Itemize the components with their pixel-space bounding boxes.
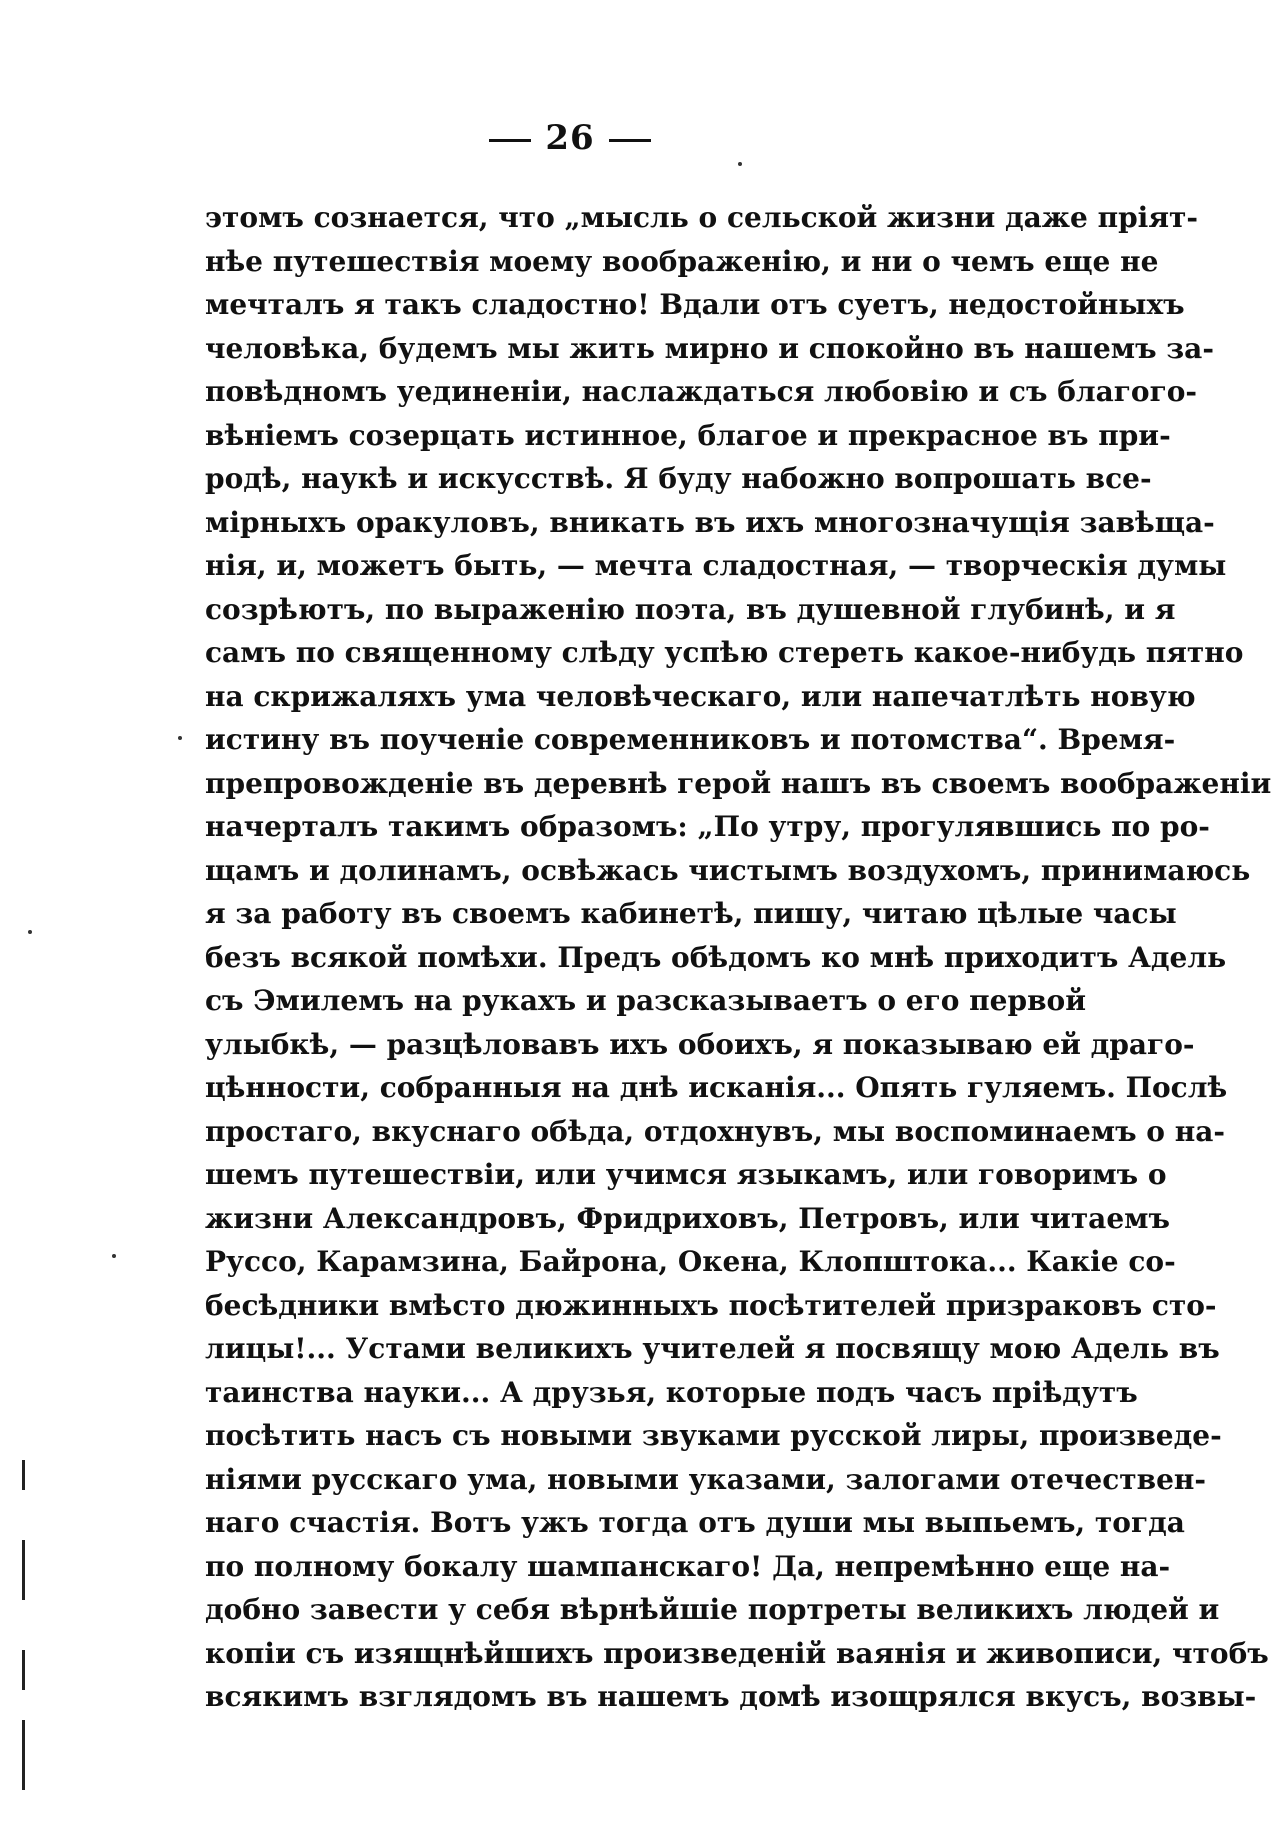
scan-edge-mark	[22, 1650, 25, 1690]
text-line: на скрижаляхъ ума человѣческаго, или напечатлѣть новую	[205, 679, 1196, 713]
text-line: родѣ, наукѣ и искусствѣ. Я буду набожно вопрошать все-	[205, 462, 1152, 495]
text-line: безъ всякой помѣхи. Предъ обѣдомъ ко мнѣ приходитъ Адель	[205, 940, 1227, 974]
text-line: наго счастія. Вотъ ужъ тогда отъ души мы выпьемъ, тогда	[205, 1506, 1185, 1539]
text-line: нѣе путешествія моему воображенію, и ни о чемъ еще не	[205, 244, 1159, 278]
scan-edge-mark	[22, 1460, 25, 1490]
text-line: шемъ путешествіи, или учимся языкамъ, или говоримъ о	[205, 1158, 1167, 1191]
body-text	[205, 196, 1271, 1719]
scan-edge-mark	[22, 1540, 25, 1600]
scan-dot	[112, 1254, 116, 1258]
text-line: человѣка, будемъ мы жить мирно и спокойно въ нашемъ за-	[205, 331, 1214, 365]
text-line: препровожденіе въ деревнѣ герой нашъ въ своемъ воображеніи	[205, 766, 1271, 800]
dash-left	[489, 139, 531, 142]
text-line: Руссо, Карамзина, Байрона, Окена, Клопштока... Какіе со-	[205, 1245, 1176, 1278]
text-line: щамъ и долинамъ, освѣжась чистымъ воздухомъ, принимаюсь	[205, 853, 1251, 887]
text-line: нія, и, можетъ быть, — мечта сладостная, — творческія думы	[205, 549, 1227, 582]
scan-dot	[738, 162, 742, 166]
text-line: вѣніемъ созерцать истинное, благое и прекрасное въ при-	[205, 418, 1171, 452]
text-line: мірныхъ оракуловъ, вникать въ ихъ многозначущія завѣща-	[205, 505, 1215, 539]
text-line: цѣнности, собранныя на днѣ исканія... Опять гуляемъ. Послѣ	[205, 1071, 1228, 1104]
scan-edge-mark	[22, 1720, 25, 1790]
text-line: этомъ сознается, что „мысль о сельской жизни даже пріят-	[205, 201, 1198, 234]
dash-right	[609, 139, 651, 142]
text-line: созрѣютъ, по выраженію поэта, въ душевной глубинѣ, и я	[205, 592, 1176, 626]
text-line: мечталъ я такъ сладостно! Вдали отъ суетъ, недостойныхъ	[205, 288, 1185, 321]
text-line: лицы!... Устами великихъ учителей я посвящу мою Адель въ	[205, 1332, 1220, 1365]
text-line: я за работу въ своемъ кабинетѣ, пишу, читаю цѣлые часы	[205, 897, 1177, 930]
scan-dot	[28, 930, 32, 934]
text-line: истину въ поученіе современниковъ и потомства“. Время-	[205, 723, 1176, 756]
text-line: добно завести у себя вѣрнѣйшіе портреты великихъ людей и	[205, 1593, 1220, 1626]
text-line: посѣтить насъ съ новыми звуками русской лиры, произведе-	[205, 1419, 1222, 1452]
text-line: начерталъ такимъ образомъ: „По утру, прогулявшись по ро-	[205, 810, 1210, 843]
text-line: всякимъ взглядомъ въ нашемъ домѣ изощрялся вкусъ, возвы-	[205, 1680, 1257, 1713]
scan-dot	[178, 736, 182, 740]
text-line: съ Эмилемъ на рукахъ и разсказываетъ о его первой	[205, 984, 1086, 1017]
text-line: самъ по священному слѣду успѣю стереть какое-нибудь пятно	[205, 636, 1244, 669]
page-number	[0, 118, 1140, 158]
text-line: копіи съ изящнѣйшихъ произведеній ваянія и живописи, чтобъ	[205, 1636, 1269, 1670]
text-line: таинства науки... А друзья, которые подъ часъ пріѣдутъ	[205, 1375, 1138, 1409]
text-line: по полному бокалу шампанскаго! Да, непремѣнно еще на-	[205, 1549, 1171, 1583]
text-line: улыбкѣ, — разцѣловавъ ихъ обоихъ, я показываю ей драго-	[205, 1027, 1195, 1061]
page-number-value: 26	[545, 118, 595, 158]
text-line: повѣдномъ уединеніи, наслаждаться любовію и съ благого-	[205, 375, 1198, 408]
text-line: бесѣдники вмѣсто дюжинныхъ посѣтителей призраковъ сто-	[205, 1288, 1217, 1322]
text-line: простаго, вкуснаго обѣда, отдохнувъ, мы воспоминаемъ о на-	[205, 1114, 1225, 1148]
text-line: жизни Александровъ, Фридриховъ, Петровъ, или читаемъ	[205, 1201, 1170, 1235]
text-line: ніями русскаго ума, новыми указами, залогами отечествен-	[205, 1462, 1206, 1496]
